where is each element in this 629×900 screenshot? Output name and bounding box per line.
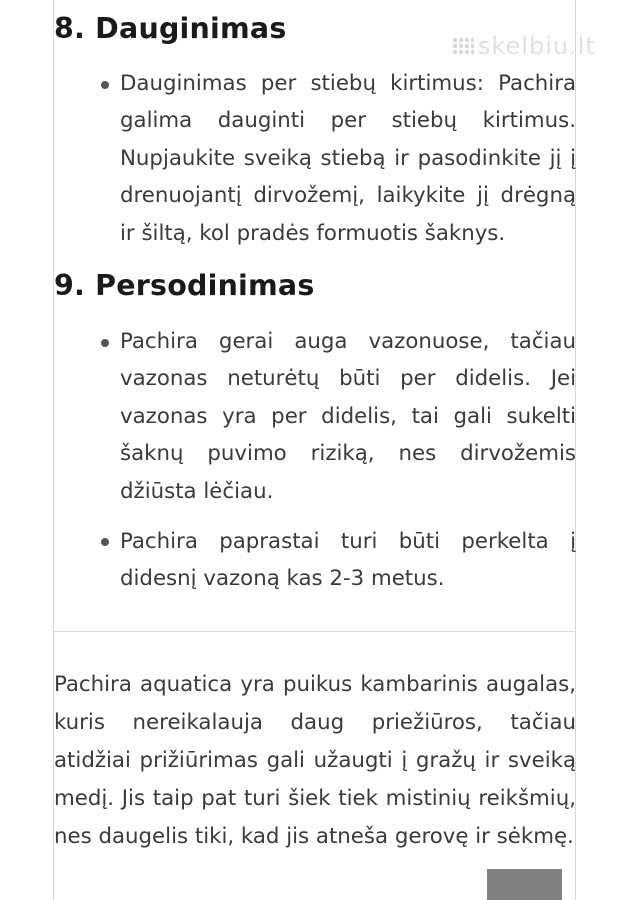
section-divider [53,631,576,632]
bullet-dot [101,538,109,546]
conclusion-paragraph: Pachira aquatica yra puikus kambarinis augalas, kuris nereikalauja daug priežiūros, tačiau atidžiai prižiūrimas gali užaugti į gražų ir sveiką medį. Jis taip pat turi šiek tiek mistinių reikšmių, nes daugelis tiki, kad jis atneša gerovę ir sėkmę. [54,672,576,849]
watermark-text: skelbiu.lt [478,32,596,60]
bullet-dot [101,339,109,347]
scroll-to-top-button[interactable] [487,869,562,900]
list-item: Dauginimas per stiebų kirtimus: Pachira galima dauginti per stiebų kirtimus. Nupjaukite sveiką stiebą ir pasodinkite jį į drenuojantį dirvožemį, laikykite jį drėgną ir šiltą, kol pradės formuotis šaknys. [120,71,576,246]
list-item: Pachira paprastai turi būti perkelta į didesnį vazoną kas 2-3 metus. [120,529,576,592]
watermark-logo-icon [452,37,474,55]
watermark [452,32,596,60]
bullet-dot [101,81,109,89]
section-heading-persodinimas: 9. Persodinimas [54,269,315,302]
section-heading-dauginimas: 8. Dauginimas [54,12,287,45]
list-item: Pachira gerai auga vazonuose, tačiau vazonas neturėtų būti per didelis. Jei vazonas yra per didelis, tai gali sukelti šaknų puvimo riziką, nes dirvožemis džiūsta lėčiau. [120,329,576,504]
